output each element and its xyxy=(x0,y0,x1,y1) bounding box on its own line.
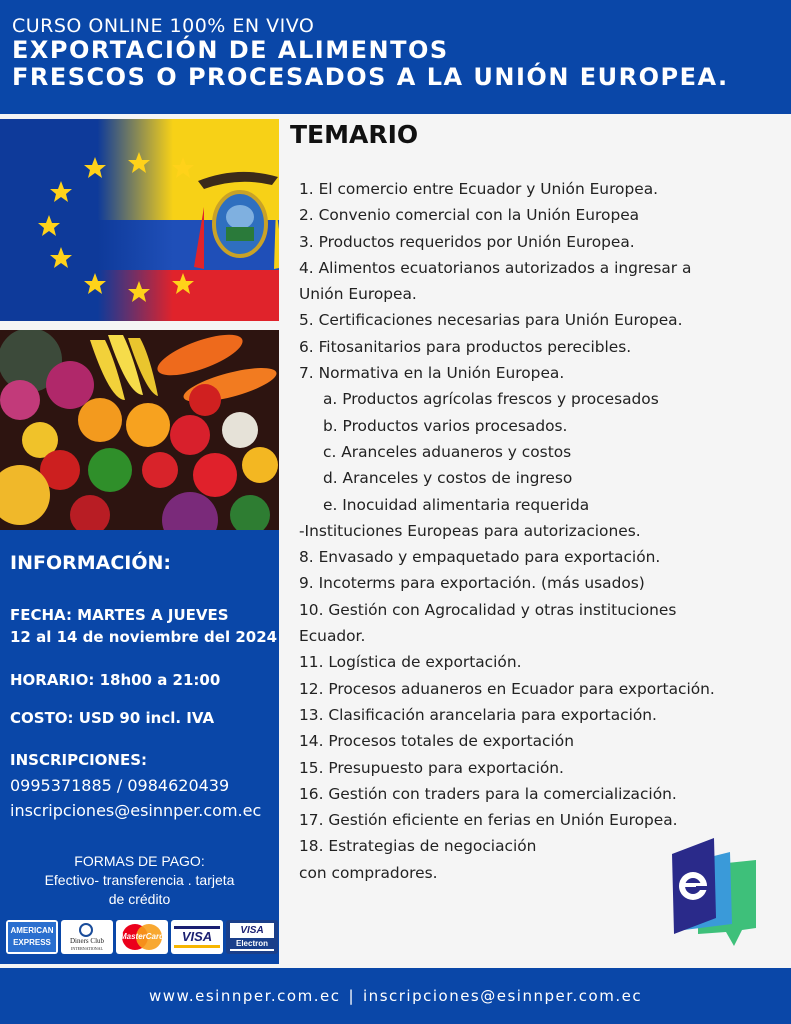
temario-item: 13. Clasificación arancelaria para exportación. xyxy=(299,705,657,724)
payment-methods-line1: Efectivo- transferencia . tarjeta xyxy=(44,872,235,888)
temario-item: 10. Gestión con Agrocalidad y otras instituciones xyxy=(299,600,677,619)
mastercard-card-icon: MasterCard xyxy=(116,920,168,954)
costo: COSTO: USD 90 incl. IVA xyxy=(10,709,215,727)
payment-label: FORMAS DE PAGO: xyxy=(74,853,205,869)
footer-website-link[interactable]: www.esinnper.com.ec xyxy=(148,987,341,1005)
footer-email-link[interactable]: inscripciones@esinnper.com.ec xyxy=(363,987,643,1005)
visa-card-icon: VISA xyxy=(171,920,223,954)
amex-card-icon: AMERICAN EXPRESS xyxy=(6,920,58,954)
phone-numbers: 0995371885 / 0984620439 xyxy=(10,776,230,795)
info-heading: INFORMACIÓN: xyxy=(10,552,172,574)
inscripciones-label: INSCRIPCIONES: xyxy=(10,751,148,769)
temario-item: 16. Gestión con traders para la comercialización. xyxy=(299,784,677,803)
temario-item: 6. Fitosanitarios para productos perecibles. xyxy=(299,337,632,356)
temario-item: c. Aranceles aduaneros y costos xyxy=(323,442,572,461)
course-kicker: CURSO ONLINE 100% EN VIVO xyxy=(12,15,315,37)
diners-club-card-icon: Diners Club INTERNATIONAL xyxy=(61,920,113,954)
temario-item: 1. El comercio entre Ecuador y Unión Europea. xyxy=(299,180,659,198)
temario-item: e. Inocuidad alimentaria requerida xyxy=(323,495,590,514)
course-title-line1: EXPORTACIÓN DE ALIMENTOS xyxy=(12,36,449,64)
temario-item: d. Aranceles y costos de ingreso xyxy=(323,469,573,488)
fecha-label: FECHA: MARTES A JUEVES xyxy=(10,606,229,624)
temario-item: 3. Productos requeridos por Unión Europea. xyxy=(299,232,635,251)
inscripciones-email[interactable]: inscripciones@esinnper.com.ec xyxy=(10,801,262,820)
temario-list xyxy=(299,176,787,886)
temario-item: 8. Envasado y empaquetado para exportación. xyxy=(299,548,661,567)
temario-item: a. Productos agrícolas frescos y procesados xyxy=(323,390,659,409)
temario-item: -Instituciones Europeas para autorizaciones. xyxy=(299,521,641,540)
payment-methods-line2: de crédito xyxy=(108,891,171,907)
temario-item: 14. Procesos totales de exportación xyxy=(299,732,574,751)
eu-ecuador-flag-image xyxy=(0,119,279,321)
footer-separator: | xyxy=(348,987,356,1005)
temario-item: 17. Gestión eficiente en ferias en Unión Europea. xyxy=(299,811,678,830)
payment-cards xyxy=(6,920,278,954)
fecha-dates: 12 al 14 de noviembre del 2024 xyxy=(10,628,278,646)
fresh-produce-image xyxy=(0,330,279,530)
temario-item: 2. Convenio comercial con la Unión Europea xyxy=(299,206,640,225)
horario: HORARIO: 18h00 a 21:00 xyxy=(10,671,221,689)
footer-banner xyxy=(0,968,791,1024)
temario-item: 4. Alimentos ecuatorianos autorizados a ingresar a xyxy=(299,258,692,277)
header-banner xyxy=(0,0,791,114)
temario-item: 12. Procesos aduaneros en Ecuador para exportación. xyxy=(299,679,715,698)
info-panel xyxy=(0,530,279,964)
temario-item: b. Productos varios procesados. xyxy=(323,416,568,435)
visa-electron-card-icon: VISA Electron xyxy=(226,920,278,954)
temario-item: 11. Logística de exportación. xyxy=(299,653,522,672)
esinnper-logo-icon xyxy=(668,838,760,948)
temario-item: 15. Presupuesto para exportación. xyxy=(299,758,564,777)
temario-item: con compradores. xyxy=(299,863,438,882)
temario-item: Unión Europea. xyxy=(299,285,417,304)
temario-item: 9. Incoterms para exportación. (más usados) xyxy=(299,574,645,593)
temario-item: Ecuador. xyxy=(299,627,366,646)
temario-title: TEMARIO xyxy=(290,120,419,149)
temario-item: 18. Estrategias de negociación xyxy=(299,837,537,856)
course-title-line2: FRESCOS O PROCESADOS A LA UNIÓN EUROPEA. xyxy=(12,63,729,91)
temario-item: 7. Normativa en la Unión Europea. xyxy=(299,364,565,383)
temario-item: 5. Certificaciones necesarias para Unión Europea. xyxy=(299,311,683,330)
